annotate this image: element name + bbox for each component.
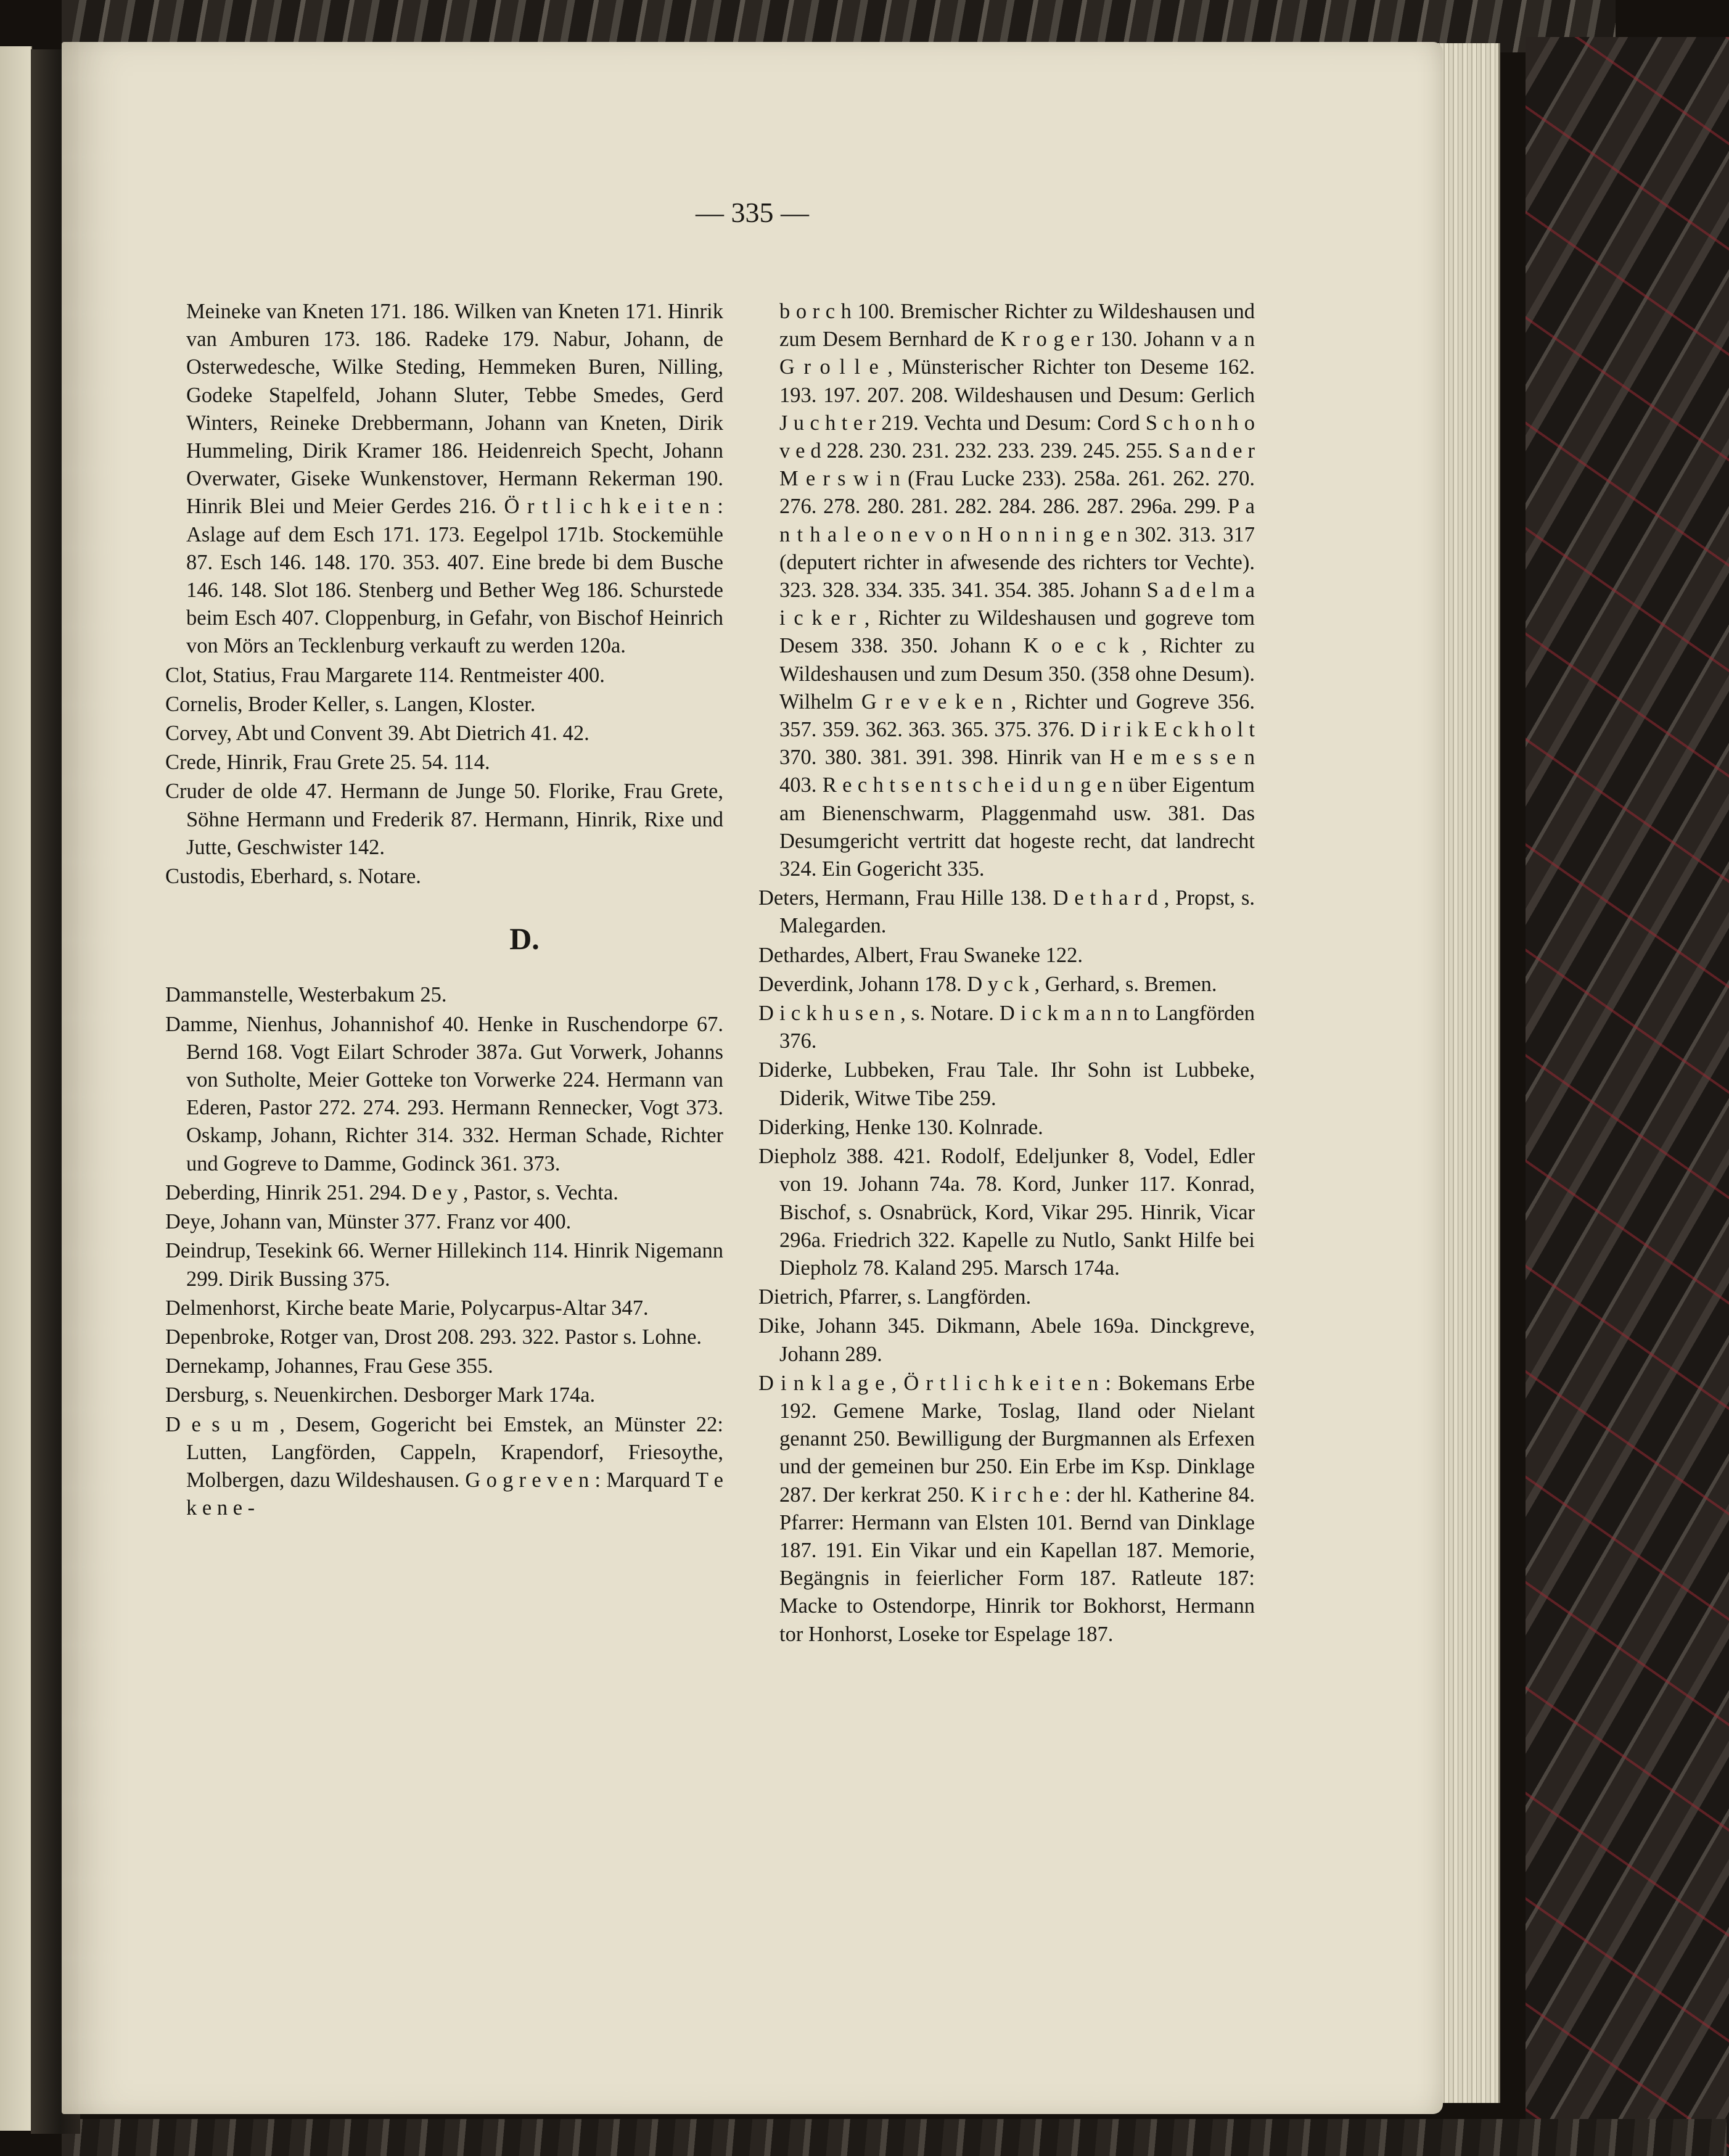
index-entry: Corvey, Abt und Convent 39. Abt Dietrich 41. 42. — [165, 722, 589, 746]
book-page — [62, 42, 1443, 2114]
index-entry: D i c k h u s e n , s. Notare. D i c k m a n n to Langförden 376. — [758, 1002, 1255, 1053]
index-entry: D e s u m , Desem, Gogericht bei Emstek, an Münster 22: Lutten, Langförden, Cappeln, Krapendorf, Friesoythe, Molbergen, dazu Wildeshausen. G o g r e v e n : Marquard T e k e n e - — [165, 1412, 723, 1520]
section-letter-heading: D. — [509, 921, 540, 957]
index-entry: Dersburg, s. Neuenkirchen. Desborger Mark 174a. — [165, 1383, 596, 1407]
right-column — [758, 298, 1255, 1650]
marbled-cover-bottom — [62, 2119, 1727, 2156]
index-entry: Dietrich, Pfarrer, s. Langförden. — [758, 1285, 1032, 1309]
index-entry: Crede, Hinrik, Frau Grete 25. 54. 114. — [165, 751, 490, 775]
index-entry: D i n k l a g e , Ö r t l i c h k e i t e n : Bokemans Erbe 192. Gemene Marke, Toslag, Iland oder Nielant genannt 250. Bewilligung der Burgmannen als Erfexen und der gemeinen bur 250. Ein Erbe im Ksp. Dinklage 287. Der kerkrat 250. K i r c h e : der hl. Katherine 84. Pfarrer: Hermann van Elsten 101. Bernd van Dinklage 187. 191. Ein Vikar und ein Kapellan 187. Memorie, Begängnis in feierlicher Form 187. Ratleute 187: Macke to Ostendorpe, Hinrik tor Bokhorst, Hermann tor Honhorst, Loseke tor Espelage 187. — [758, 1371, 1255, 1646]
index-entry: Dammanstelle, Westerbakum 25. — [165, 983, 447, 1007]
marbled-cover-right — [1526, 37, 1729, 2156]
index-entry: Damme, Nienhus, Johannishof 40. Henke in Ruschendorpe 67. Bernd 168. Vogt Eilart Schroder 387a. Gut Vorwerk, Johanns von Sutholte, Meier Gotteke ton Vorwerke 224. Hermann van Ederen, Pastor 272. 274. 293. Hermann Rennecker, Vogt 373. Oskamp, Johann, Richter 314. 332. Herman Schade, Richter und Gogreve to Damme, Godinck 361. 373. — [165, 1012, 723, 1175]
left-page-edge — [0, 46, 32, 2131]
index-entry: Deverdink, Johann 178. D y c k , Gerhard, s. Bremen. — [758, 972, 1217, 996]
index-entry: Deters, Hermann, Frau Hille 138. D e t h a r d , Propst, s. Malegarden. — [758, 886, 1255, 938]
index-entry: Cornelis, Broder Keller, s. Langen, Kloster. — [165, 692, 536, 716]
index-entry: Dernekamp, Johannes, Frau Gese 355. — [165, 1354, 493, 1378]
index-entry: Dike, Johann 345. Dikmann, Abele 169a. Dinckgreve, Johann 289. — [758, 1314, 1255, 1366]
index-entry: Cruder de olde 47. Hermann de Junge 50. Florike, Frau Grete, Söhne Hermann und Frederik 87. Hermann, Hinrik, Rixe und Jutte, Geschwister 142. — [165, 780, 723, 859]
index-entry: Deindrup, Tesekink 66. Werner Hillekinch 114. Hinrik Nigemann 299. Dirik Bussing 375. — [165, 1239, 723, 1291]
left-column — [165, 298, 723, 1523]
index-entry: Delmenhorst, Kirche beate Marie, Polycarpus-Altar 347. — [165, 1296, 649, 1320]
index-entry: Deberding, Hinrik 251. 294. D e y , Pastor, s. Vechta. — [165, 1180, 618, 1204]
index-entry: Custodis, Eberhard, s. Notare. — [165, 865, 421, 889]
index-entry: Deye, Johann van, Münster 377. Franz vor 400. — [165, 1210, 572, 1234]
index-entry: Depenbroke, Rotger van, Drost 208. 293. 322. Pastor s. Lohne. — [165, 1325, 702, 1349]
index-entry-continued: b o r c h 100. Bremischer Richter zu Wildeshausen und zum Desem Bernhard de K r o g e r 130. Johann v a n G r o l l e , Münsterischer Richter ton Deseme 162. 193. 197. 207. 208. Wildeshausen und Desum: Gerlich J u c h t e r 219. Vechta und Desum: Cord S c h o n h o v e d 228. 230. 231. 232. 233. 239. 245. 255. S a n d e r M e r s w i n (Frau Lucke 233). 258a. 261. 262. 270. 276. 278. 280. 281. 282. 284. 286. 287. 296a. 299. P a n t h a l e o n e v o n H o n n i n g e n 302. 313. 317 (deputert richter in afwesende des richters tor Vechte). 323. 328. 334. 335. 341. 354. 385. Johann S a d e l m a i c k e r , Richter zu Wildeshausen und gogreve tom Desem 338. 350. Johann K o e c k , Richter zu Wildeshausen und zum Desum 350. (358 ohne Desum). Wilhelm G r e v e k e n , Richter und Gogreve 356. 357. 359. 362. 363. 365. 375. 376. D i r i k E c k h o l t 370. 380. 381. 391. 398. Hinrik van H e m e s s e n 403. R e c h t s e n t s c h e i d u n g e n über Eigentum am Bienenschwarm, Plaggenmahd usw. 381. Das Desumgericht vertritt dat hogeste recht, dat landrecht 324. Ein Gogericht 335. — [779, 300, 1255, 881]
index-entry: Diderke, Lubbeken, Frau Tale. Ihr Sohn ist Lubbeke, Diderik, Witwe Tibe 259. — [758, 1058, 1255, 1110]
page-number: — 335 — — [696, 197, 809, 228]
index-entry-continued: Meineke van Kneten 171. 186. Wilken van Kneten 171. Hinrik van Amburen 173. 186. Radeke 179. Nabur, Johann, de Osterwedesche, Wilke Steding, Hemmeken Buren, Nilling, Godeke Stapelfeld, Johann Sluter, Tebbe Smedes, Gerd Winters, Reineke Drebbermann, Johann van Kneten, Dirik Hummeling, Dirik Kramer 186. Heidenreich Specht, Johann Overwater, Giseke Wunkenstover, Hermann Rekerman 190. Hinrik Blei und Meier Gerdes 216. Ö r t l i c h k e i t e n : Aslage auf dem Esch 171. 173. Eegelpol 171b. Stockemühle 87. Esch 146. 148. 170. 353. 407. Eine brede bi dem Busche 146. 148. Slot 186. Stenberg und Bether Weg 186. Schurstede beim Esch 407. Cloppenburg, in Gefahr, von Bischof Heinrich von Mörs an Tecklenburg verkauft zu werden 120a. — [186, 300, 723, 658]
index-entry: Dethardes, Albert, Frau Swaneke 122. — [758, 943, 1083, 967]
index-entry: Diepholz 388. 421. Rodolf, Edeljunker 8, Vodel, Edler von 19. Johann 74a. 78. Kord, Junker 117. Konrad, Bischof, s. Osnabrück, Kord, Vikar 295. Hinrik, Vicar 296a. Friedrich 322. Kapelle zu Nutlo, Sankt Hilfe bei Diepholz 78. Kaland 295. Marsch 174a. — [758, 1145, 1255, 1280]
index-entry: Diderking, Henke 130. Kolnrade. — [758, 1115, 1043, 1139]
index-entry: Clot, Statius, Frau Margarete 114. Rentmeister 400. — [165, 663, 605, 687]
